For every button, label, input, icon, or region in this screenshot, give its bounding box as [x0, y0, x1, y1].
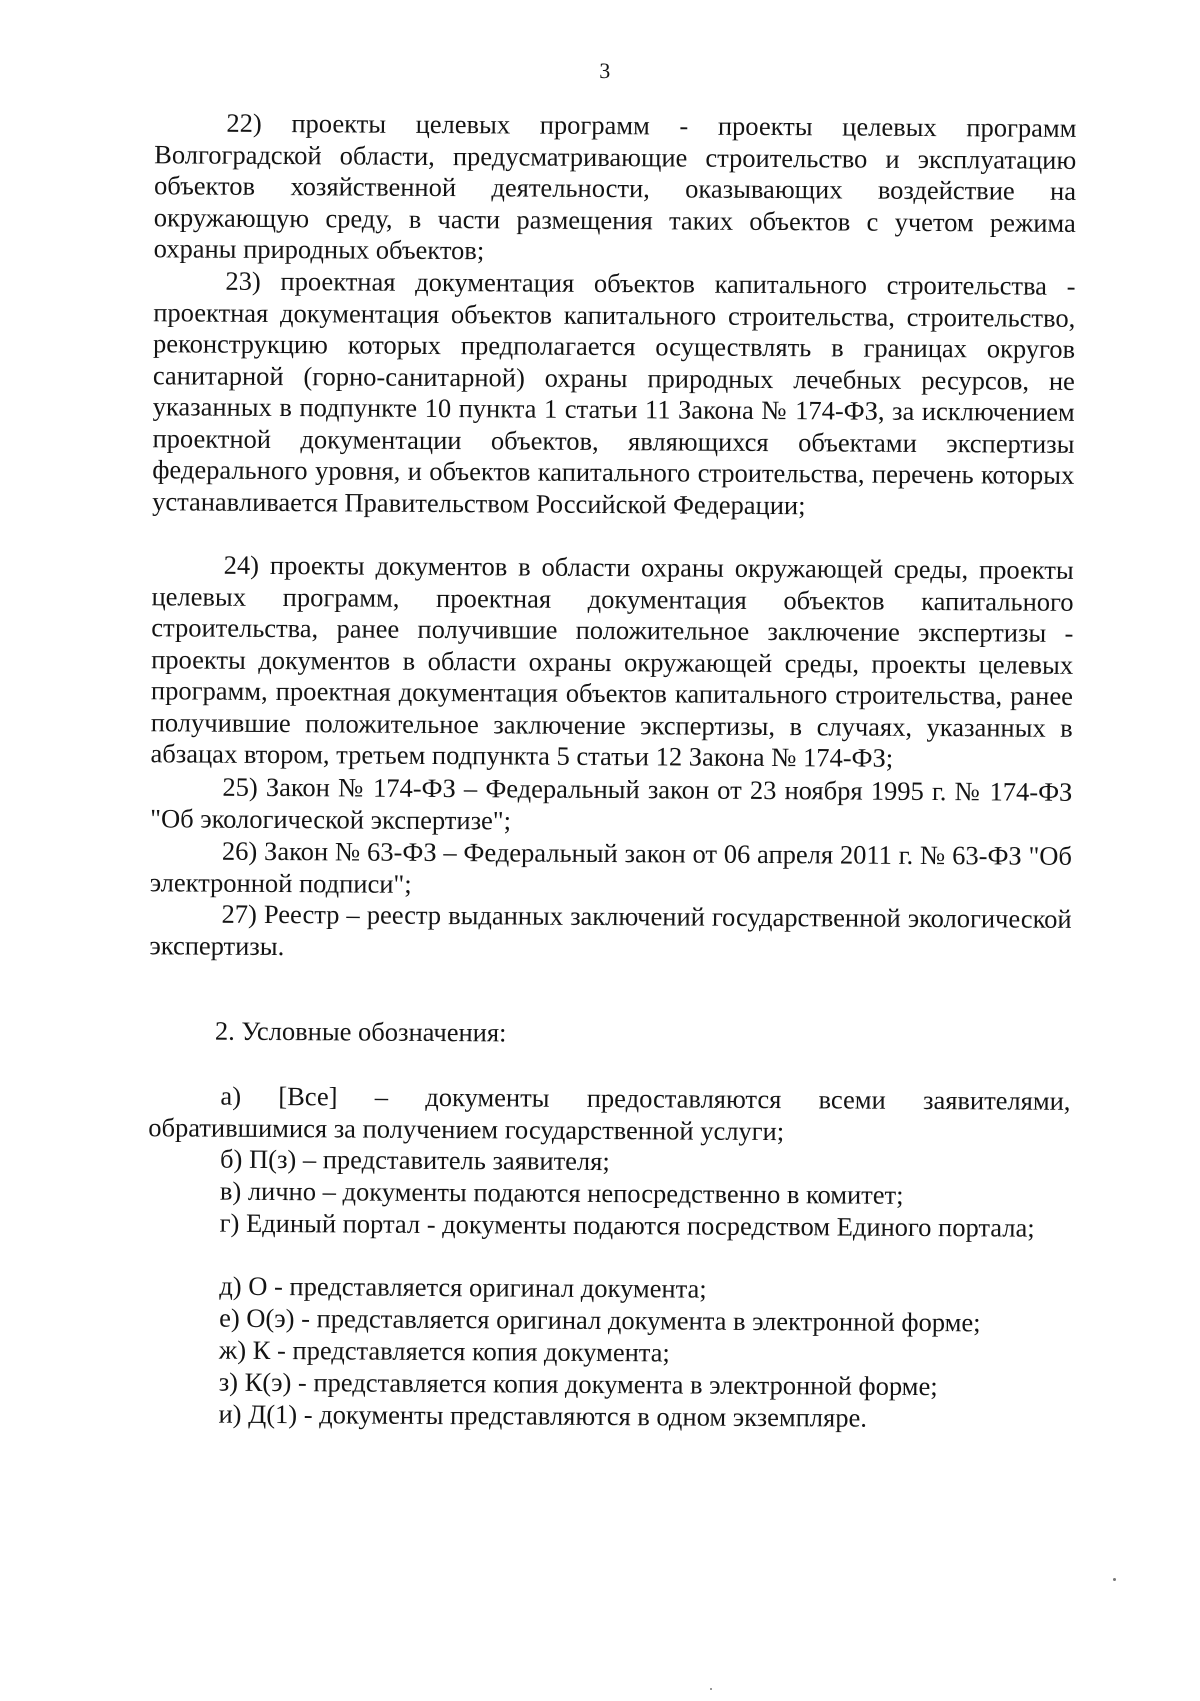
definition-24: 24) проекты документов в области охраны окружающей среды, проекты целевых программ, проектная документация объектов капитального строительства, ранее получившие положительное заключение экспертизы - проекты документов в области охраны окружающей среды, проекты целевых программ, проектная документация объектов капитального строительства, ранее получившие положительное заключение экспертизы, в случаях, указанных в абзацах втором, третьем подпункта 5 статьи 12 Закона № 174-ФЗ; — [150, 549, 1074, 773]
legend-item-a: а) [Все] – документы предоставляются всеми заявителями, обратившимися за получением государственной услуги; — [148, 1080, 1071, 1146]
definition-27: 27) Реестр – реестр выданных заключений государственной экологической экспертизы. — [149, 898, 1072, 961]
definition-26: 26) Закон № 63-ФЗ – Федеральный закон от 06 апреля 2011 г. № 63-ФЗ "Об электронной подписи"; — [149, 835, 1073, 899]
legend-item-z: з) К(э) - представляется копия документа в электронной форме; — [218, 1366, 938, 1402]
legend-item-v: в) лично – документы подаются непосредственно в комитет; — [219, 1175, 904, 1210]
definition-25: 25) Закон № 174-ФЗ – Федеральный закон от 23 ноября 1995 г. № 174-ФЗ "Об экологической экспертизе"; — [150, 771, 1073, 835]
legend-item-g: г) Единый портал - документы подаются посредством Единого портала; — [219, 1207, 1035, 1243]
legend-item-zh: ж) К - представляется копия документа; — [218, 1334, 670, 1368]
legend-item-d: д) О - представляется оригинал документа; — [219, 1270, 707, 1304]
scan-speck — [1113, 1578, 1116, 1581]
page-number: 3 — [599, 57, 611, 84]
legend-item-i: и) Д(1) - документы представляются в одном экземпляре. — [218, 1398, 867, 1433]
definition-22: 22) проекты целевых программ - проекты целевых программ Волгоградской области, предусматривающие строительство и эксплуатацию объектов хозяйственной деятельности, оказывающих воздействие на окружающую среду, в части размещения таких объектов с учетом режима охраны природных объектов; — [153, 107, 1077, 266]
legend-item-b: б) П(з) – представитель заявителя; — [220, 1143, 610, 1177]
scan-speck — [710, 1688, 712, 1690]
legend-item-e: е) О(э) - представляется оригинал документа в электронной форме; — [219, 1302, 981, 1338]
section-heading: 2. Условные обозначения: — [214, 1015, 507, 1048]
definition-23: 23) проектная документация объектов капитального строительства - проектная документация объектов капитального строительства, строительство, реконструкцию которых предполагается осуществлять в границах округов санитарной (горно-санитарной) охраны природных лечебных ресурсов, не указанных в подпункте 10 пункта 1 статьи 11 Закона № 174-ФЗ, за исключением проектной документации объектов, являющихся объектами экспертизы федерального уровня, и объектов капитального строительства, перечень которых устанавливается Правительством Российской Федерации; — [152, 265, 1076, 520]
